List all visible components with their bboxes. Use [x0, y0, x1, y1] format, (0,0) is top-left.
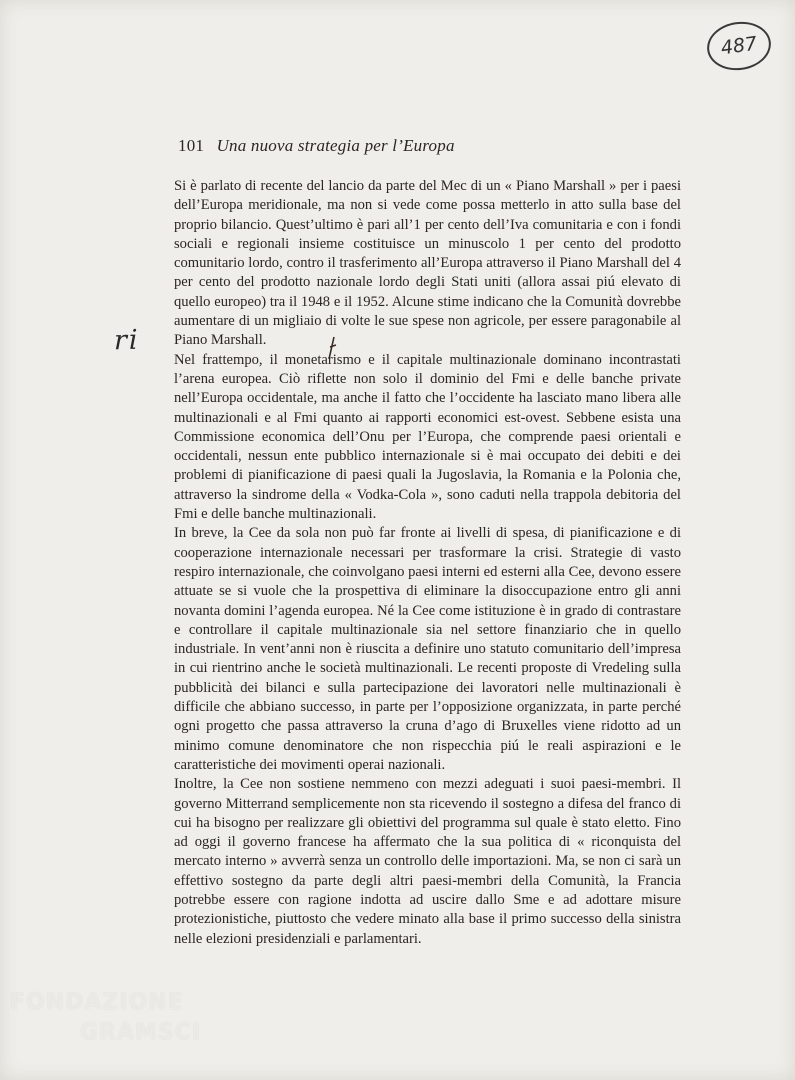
handwritten-page-number: [704, 18, 774, 74]
paragraph-2: Nel frattempo, il monetarismo e il capitale multinazionale dominano incontrastati l’arena europea. Ciò riflette non solo il dominio del Fmi e delle banche private nell’Europa occidentale, ma anche il fatto che l’occidente ha lasciato mano libera alle multinazionali e al Fmi quanto ai rapporti economici est-ovest. Sebbene esista una Commissione economica dell’Onu per l’Europa, che comprende paesi orientali e occidentali, nessun ente pubblico internazionale si è mai occupato dei debiti e dei problemi di pianificazione di paesi quali la Jugoslavia, la Romania e la Polonia che, attraverso la sindrome della « Vodka-Cola », sono caduti nella trappola debitoria del Fmi e delle banche multinazionali.: [174, 351, 681, 523]
article-body: [174, 177, 681, 949]
header-page-number: 101: [178, 136, 205, 155]
margin-annotation: ri: [114, 325, 140, 356]
watermark-line-2: GRAMSCI: [80, 1020, 202, 1045]
paragraph-4: Inoltre, la Cee non sostiene nemmeno con mezzi adeguati i suoi paesi-membri. Il governo Mitterrand semplicemente non sta ricevendo il sostegno a difesa del franco di cui ha bisogno per realizzare gli obiettivi del programma sul quale è stato eletto. Fino ad oggi il governo francese ha affermato che la sua politica di « riconquista del mercato interno » avverrà senza un controllo delle importazioni. Ma, se non ci sarà un effettivo sostegno da parte degli altri paesi-membri della Comunità, la Francia potrebbe essere con ragione indotta ad uscire dallo Sme e ad adottare misure protezionistiche, piuttosto che vedere minato alla base il primo successo della sinistra nelle elezioni presidenziali e parlamentari.: [174, 776, 681, 947]
watermark-line-1: FONDAZIONE: [10, 990, 184, 1015]
paragraph-3: In breve, la Cee da sola non può far fronte ai livelli di spesa, di pianificazione e di cooperazione internazionale necessari per trasformare la crisi. Strategie di vasto respiro internazionale, che coinvolgano paesi interni ed esterni alla Cee, devono essere attuate se si vuole che la prospettiva di eliminare la disoccupazione entro gli anni novanta domini l’agenda europea. Né la Cee come istituzione è in grado di contrastare e controllare il capitale multinazionale sia nel settore finanziario che in quello industriale. In vent’anni non è riuscita a definire uno statuto comunitario dell’impresa in cui rientrino anche le società multinazionali. Le recenti proposte di Vredeling sulla pubblicità dei bilanci e sulla partecipazione dei lavoratori nelle multinazionali è difficile che abbiano successo, in parte per l’opposizione organizzata, in parte perché ogni progetto che passa attraverso la cruna d’ago di Bruxelles viene ridotto ad un minimo comune denominatore che non rispecchia piú le reali aspirazioni e le caratteristiche dei movimenti operai nazionali.: [174, 525, 681, 773]
archive-watermark: [10, 988, 210, 1068]
page-number-text: 487: [719, 32, 759, 60]
running-header: [178, 136, 698, 156]
header-title: Una nuova strategia per l’Europa: [216, 136, 455, 155]
paragraph-1: Si è parlato di recente del lancio da parte del Mec di un « Piano Marshall » per i paesi dell’Europa meridionale, ma non si vede come possa metterlo in atto sulla base del proprio bilancio. Quest’ultimo è pari all’1 per cento dell’Iva comunitaria e con i fondi sociali e regionali insieme costituisce un minuscolo 1 per cento del prodotto comunitario lordo, contro il trasferimento all’Europa attraverso il Piano Marshall del 4 per cento del prodotto nazionale lordo degli Stati uniti (allora assai piú elevato di quello europeo) tra il 1948 e il 1952. Alcune stime indicano che la Comunità dovrebbe aumentare di un migliaio di volte le sue spese non agricole, per essere paragonabile al Piano Marshall.: [174, 178, 681, 349]
